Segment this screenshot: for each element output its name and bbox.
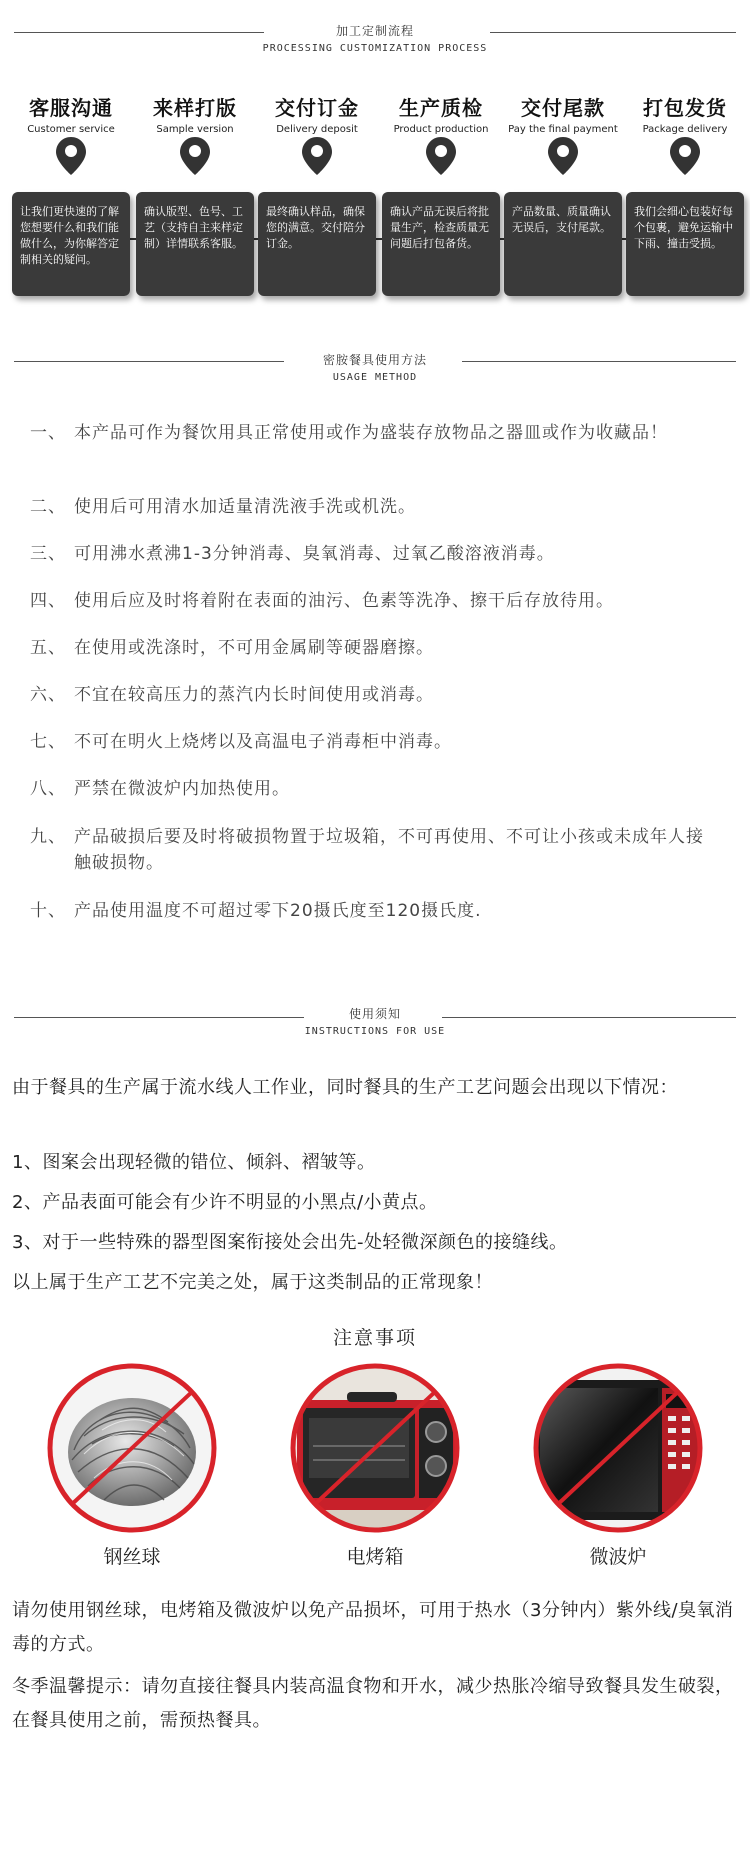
header-divider-left: [14, 1017, 304, 1018]
process-step: [504, 92, 622, 234]
step-title: 来样打版: [153, 96, 237, 120]
usage-item: [30, 420, 674, 446]
step-description: 让我们更快速的了解您想要什么和我们能做什么，为你解答定制相关的疑问。: [20, 205, 119, 266]
usage-item-text: 可用沸水煮沸1-3分钟消毒、臭氧消毒、过氧乙酸溶液消毒。: [74, 544, 555, 564]
usage-item: [30, 729, 714, 755]
usage-item: [30, 494, 714, 520]
step-description-box: [136, 192, 254, 296]
header-divider-left: [14, 32, 264, 33]
steel-wool-label: 钢丝球: [103, 1546, 161, 1568]
instructions-intro: 由于餐具的生产属于流水线人工作业，同时餐具的生产工艺问题会出现以下情况：: [12, 1077, 678, 1098]
step-description-box: [626, 192, 744, 296]
usage-item-number: 五、: [30, 638, 66, 658]
usage-item-number: 十、: [30, 901, 66, 921]
usage-header: [0, 351, 750, 383]
location-pin-icon: [56, 137, 86, 175]
usage-item: [30, 635, 714, 661]
instructions-point: 3、对于一些特殊的器型图案衔接处会出先-处轻微深颜色的接缝线。: [12, 1232, 568, 1253]
microwave-label: 微波炉: [589, 1546, 647, 1568]
location-pin-icon: [548, 137, 578, 175]
usage-title: 密胺餐具使用方法: [322, 353, 427, 367]
usage-subtitle: USAGE METHOD: [332, 372, 418, 383]
instructions-header: [0, 1005, 750, 1037]
usage-item-number: 四、: [30, 591, 66, 611]
process-steps: [0, 92, 750, 307]
usage-item-number: 八、: [30, 779, 66, 799]
step-title: 打包发货: [643, 96, 727, 120]
usage-item-text: 在使用或洗涤时，不可用金属刷等硬器磨擦。: [74, 638, 434, 658]
location-pin-icon: [302, 137, 332, 175]
oven-label: 电烤箱: [346, 1546, 404, 1568]
instructions-subtitle: INSTRUCTIONS FOR USE: [304, 1026, 446, 1037]
notice-warning: 请勿使用钢丝球，电烤箱及微波炉以免产品损坏，可用于热水（3分钟内）紫外线/臭氧消毒的方式。: [12, 1600, 734, 1655]
usage-item-text: 产品破损后要及时将破损物置于垃圾箱，不可再使用、不可让小孩或未成年人接触破损物。: [74, 827, 704, 873]
process-step: [626, 92, 744, 250]
step-title: 交付尾款: [521, 96, 605, 120]
instructions-point: 1、图案会出现轻微的错位、倾斜、褶皱等。: [12, 1152, 376, 1173]
usage-item-text: 使用后可用清水加适量清洗液手洗或机洗。: [74, 497, 416, 517]
process-step: [12, 92, 130, 266]
usage-item-number: 六、: [30, 685, 66, 705]
steel-wool-prohibited-image: [44, 1360, 220, 1536]
process-title: 加工定制流程: [335, 24, 414, 38]
usage-item-text: 不可在明火上烧烤以及高温电子消毒柜中消毒。: [74, 732, 452, 752]
step-description: 确认产品无误后将批量生产，检查质量无问题后打包备货。: [390, 205, 489, 250]
microwave-prohibited-image: [530, 1360, 706, 1536]
process-step: [382, 92, 500, 250]
usage-item: [30, 898, 714, 924]
step-subtitle: Sample version: [156, 124, 234, 135]
notice-title: 注意事项: [332, 1327, 417, 1349]
instructions-summary: 以上属于生产工艺不完美之处，属于这类制品的正常现象！: [12, 1272, 493, 1293]
header-divider-right: [490, 32, 736, 33]
usage-item-number: 一、: [30, 423, 66, 443]
header-divider-right: [442, 1017, 736, 1018]
location-pin-icon: [426, 137, 456, 175]
usage-item-text: 本产品可作为餐饮用具正常使用或作为盛装存放物品之器皿或作为收藏品！: [74, 423, 668, 443]
process-header: [0, 22, 750, 54]
usage-item-number: 九、: [30, 827, 66, 847]
step-subtitle: Product production: [393, 124, 489, 135]
microwave-icon: [530, 1360, 706, 1536]
usage-item: [30, 824, 714, 876]
step-subtitle: Customer service: [27, 124, 115, 135]
usage-item: [30, 541, 714, 567]
step-title: 交付订金: [275, 96, 359, 120]
step-description-box: [258, 192, 376, 296]
usage-item: [30, 776, 714, 802]
usage-item-text: 严禁在微波炉内加热使用。: [74, 779, 290, 799]
instructions-title: 使用须知: [348, 1007, 401, 1021]
step-description-box: [12, 192, 130, 296]
instructions-point: 2、产品表面可能会有少许不明显的小黑点/小黄点。: [12, 1192, 438, 1213]
usage-item-text: 不宜在较高压力的蒸汽内长时间使用或消毒。: [74, 685, 434, 705]
header-divider-left: [14, 361, 284, 362]
step-description: 产品数量、质量确认无误后，支付尾款。: [512, 205, 611, 234]
steel-wool-icon: [44, 1360, 220, 1536]
electric-oven-icon: [287, 1360, 463, 1536]
location-pin-icon: [670, 137, 700, 175]
usage-item: [30, 588, 714, 614]
step-subtitle: Delivery deposit: [276, 124, 358, 135]
step-subtitle: Package delivery: [642, 124, 728, 135]
usage-item-text: 产品使用温度不可超过零下20摄氏度至120摄氏度.: [74, 901, 482, 921]
step-description-box: [504, 192, 622, 296]
step-description: 我们会细心包装好每个包裹，避免运输中下雨、撞击受损。: [634, 205, 733, 250]
winter-tip: 冬季温馨提示：请勿直接往餐具内装高温食物和开水，减少热胀冷缩导致餐具发生破裂，在餐具使用之前，需预热餐具。: [12, 1676, 734, 1731]
process-subtitle: PROCESSING CUSTOMIZATION PROCESS: [262, 43, 488, 54]
usage-item-text: 使用后应及时将着附在表面的油污、色素等洗净、擦干后存放待用。: [74, 591, 614, 611]
usage-item-number: 二、: [30, 497, 66, 517]
location-pin-icon: [180, 137, 210, 175]
step-subtitle: Pay the final payment: [508, 124, 618, 135]
process-step: [136, 92, 254, 250]
step-title: 生产质检: [399, 96, 483, 120]
usage-item: [30, 682, 714, 708]
step-description-box: [382, 192, 500, 296]
oven-prohibited-image: [287, 1360, 463, 1536]
usage-item-number: 七、: [30, 732, 66, 752]
header-divider-right: [462, 361, 736, 362]
step-title: 客服沟通: [29, 96, 113, 120]
step-description: 确认版型、色号、工艺（支持自主来样定制）详情联系客服。: [144, 205, 243, 250]
process-step: [258, 92, 376, 250]
step-description: 最终确认样品，确保您的满意。交付陪分订金。: [266, 205, 365, 250]
usage-item-number: 三、: [30, 544, 66, 564]
